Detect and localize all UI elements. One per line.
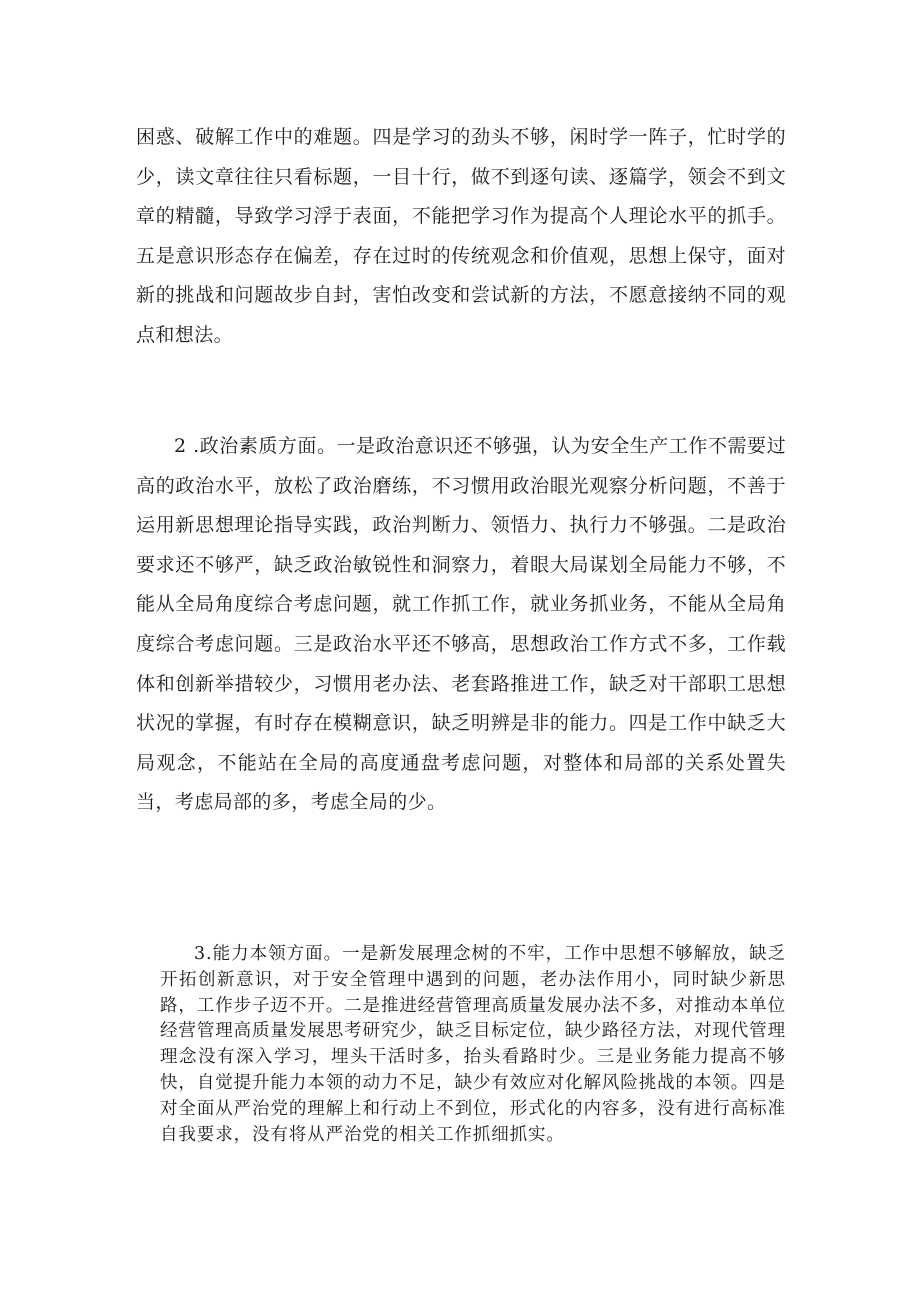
paragraph-ability-skills: 3.能力本领方面。一是新发展理念树的不牢，工作中思想不够解放，缺乏开拓创新意识，对于安全管理中遇到的问题，老办法作用小，同时缺少新思路，工作步子迈不开。二是推进经营管理高质量发展办法不多，对推动本单位经营管理高质量发展思考研究少，缺乏目标定位，缺少路径方法，对现代管理理念没有深入学习，埋头干活时多，抬头看路时少。三是业务能力提高不够快，自觉提升能力本领的动力不足，缺少有效应对化解风险挑战的本领。四是对全面从严治党的理解上和行动上不到位，形式化的内容多，没有进行高标准自我要求，没有将从严治党的相关工作抓细抓实。 xyxy=(160,944,786,1145)
paragraph-political-quality: 2 .政治素质方面。一是政治意识还不够强，认为安全生产工作不需要过高的政治水平，放松了政治磨练，不习惯用政治眼光观察分析问题，不善于运用新思想理论指导实践，政治判断力、领悟力、执行力不够强。二是政治要求还不够严，缺乏政治敏锐性和洞察力，着眼大局谋划全局能力不够，不能从全局角度综合考虑问题，就工作抓工作，就业务抓业务，不能从全局角度综合考虑问题。三是政治水平还不够高，思想政治工作方式不多，工作载体和创新举措较少，习惯用老办法、老套路推进工作，缺乏对干部职工思想状况的掌握，有时存在模糊意识，缺乏明辨是非的能力。四是工作中缺乏大局观念，不能站在全局的高度通盘考虑问题，对整体和局部的关系处置失当，考虑局部的多，考虑全局的少。 xyxy=(136,435,786,814)
paragraph-study-issues: 困惑、破解工作中的难题。四是学习的劲头不够，闲时学一阵子，忙时学的少，读文章往往只看标题，一目十行，做不到逐句读、逐篇学，领会不到文章的精髓，导致学习浮于表面，不能把学习作为提高个人理论水平的抓手。五是意识形态存在偏差，存在过时的传统观念和价值观，思想上保守，面对新的挑战和问题故步自封，害怕改变和尝试新的方法，不愿意接纳不同的观点和想法。 xyxy=(136,126,786,346)
